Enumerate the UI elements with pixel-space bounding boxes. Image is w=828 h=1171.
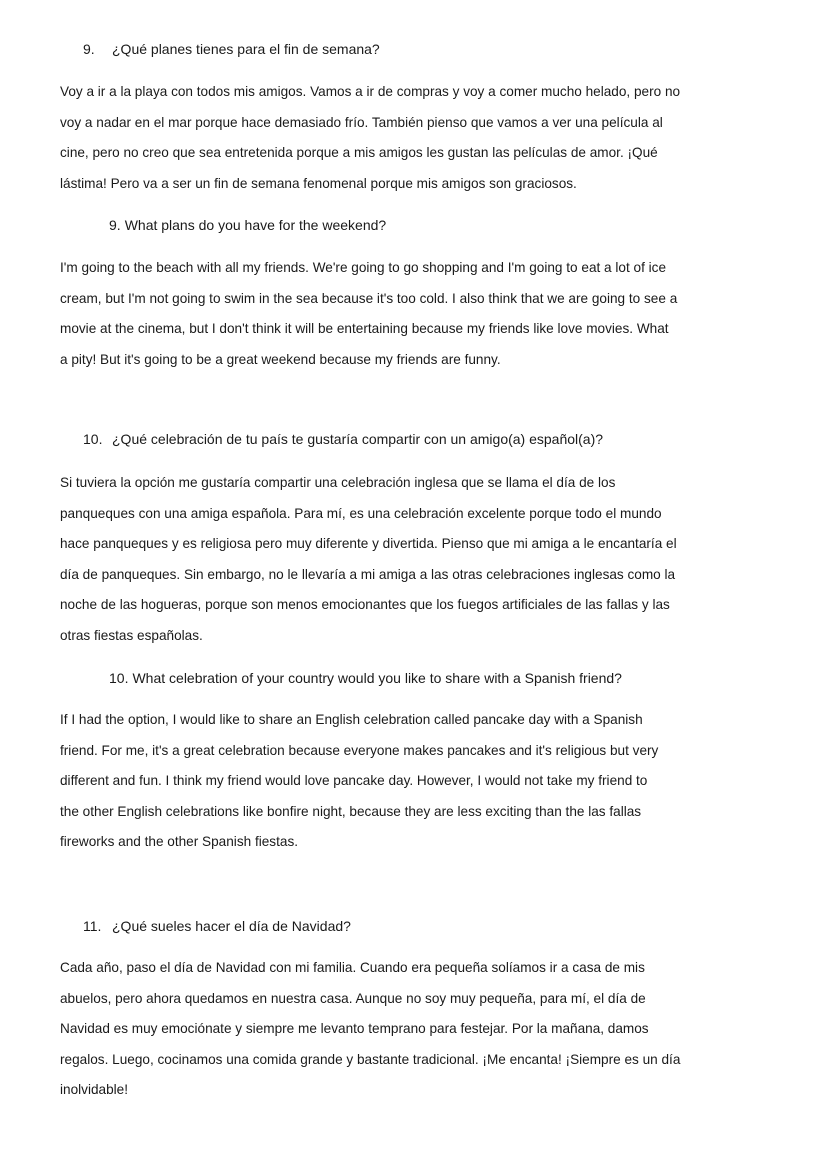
answer-10-es bbox=[60, 468, 780, 651]
answer-line: different and fun. I think my friend would love pancake day. However, I would not take my friend to bbox=[60, 773, 648, 788]
answer-11-es bbox=[60, 953, 780, 1106]
answer-line: hace panqueques y es religiosa pero muy diferente y divertida. Pienso que mi amiga a le encantaría el bbox=[60, 536, 677, 551]
question-text: What celebration of your country would you like to share with a Spanish friend? bbox=[132, 670, 622, 686]
answer-9-en bbox=[60, 253, 780, 375]
answer-line: abuelos, pero ahora quedamos en nuestra casa. Aunque no soy muy pequeña, para mí, el día de bbox=[60, 990, 646, 1006]
answer-line: Si tuviera la opción me gustaría compartir una celebración inglesa que se llama el día de los bbox=[60, 475, 616, 490]
answer-10-en bbox=[60, 705, 780, 858]
question-number: 10. bbox=[109, 670, 129, 686]
answer-line: the other English celebrations like bonfire night, because they are less exciting than the las fallas bbox=[60, 803, 642, 819]
question-text: ¿Qué celebración de tu país te gustaría compartir con un amigo(a) español(a)? bbox=[112, 431, 604, 447]
answer-line: día de panqueques. Sin embargo, no le llevaría a mi amiga a las otras celebraciones inglesas como la bbox=[60, 566, 676, 582]
answer-line: If I had the option, I would like to share an English celebration called pancake day with a Spanish bbox=[60, 712, 643, 727]
answer-line: noche de las hogueras, porque son menos emocionantes que los fuegos artificiales de las fallas y las bbox=[60, 597, 670, 612]
question-text: What plans do you have for the weekend? bbox=[124, 217, 387, 233]
question-9-en bbox=[109, 216, 386, 234]
answer-line: cream, but I'm not going to swim in the sea because it's too cold. I also think that we are going to see a bbox=[60, 290, 678, 306]
answer-line: otras fiestas españolas. bbox=[60, 627, 203, 643]
question-number: 9. bbox=[83, 41, 95, 57]
answer-line: Voy a ir a la playa con todos mis amigos. Vamos a ir de compras y voy a comer mucho helado, pero no bbox=[60, 84, 681, 99]
question-10-es bbox=[83, 430, 603, 448]
answer-line: movie at the cinema, but I don't think it will be entertaining because my friends like love movies. What bbox=[60, 321, 669, 336]
answer-line: a pity! But it's going to be a great weekend because my friends are funny. bbox=[60, 351, 501, 367]
answer-line: cine, pero no creo que sea entretenida porque a mis amigos les gustan las películas de amor. ¡Qué bbox=[60, 145, 658, 160]
answer-line: Cada año, paso el día de Navidad con mi familia. Cuando era pequeña solíamos ir a casa de mis bbox=[60, 960, 645, 975]
answer-line: friend. For me, it's a great celebration because everyone makes pancakes and it's religious but very bbox=[60, 742, 659, 758]
question-number: 9. bbox=[109, 217, 121, 233]
answer-line: regalos. Luego, cocinamos una comida grande y bastante tradicional. ¡Me encanta! ¡Siempre es un día bbox=[60, 1051, 681, 1067]
question-9-es bbox=[83, 40, 380, 58]
answer-line: Navidad es muy emociónate y siempre me levanto temprano para festejar. Por la mañana, damos bbox=[60, 1021, 649, 1036]
answer-line: inolvidable! bbox=[60, 1082, 129, 1097]
question-10-en bbox=[109, 669, 622, 687]
question-number: 10. bbox=[83, 431, 103, 447]
answer-line: voy a nadar en el mar porque hace demasiado frío. También pienso que vamos a ver una película al bbox=[60, 114, 663, 130]
question-number: 11. bbox=[83, 918, 102, 934]
question-text: ¿Qué planes tienes para el fin de semana? bbox=[112, 41, 380, 57]
answer-line: fireworks and the other Spanish fiestas. bbox=[60, 834, 299, 849]
answer-line: lástima! Pero va a ser un fin de semana fenomenal porque mis amigos son graciosos. bbox=[60, 175, 577, 191]
answer-9-es bbox=[60, 77, 780, 199]
question-text: ¿Qué sueles hacer el día de Navidad? bbox=[112, 918, 351, 934]
question-11-es bbox=[83, 917, 351, 935]
answer-line: I'm going to the beach with all my friends. We're going to go shopping and I'm going to eat a lot of ice bbox=[60, 260, 667, 275]
answer-line: panqueques con una amiga española. Para mí, es una celebración excelente porque todo el mundo bbox=[60, 505, 662, 521]
